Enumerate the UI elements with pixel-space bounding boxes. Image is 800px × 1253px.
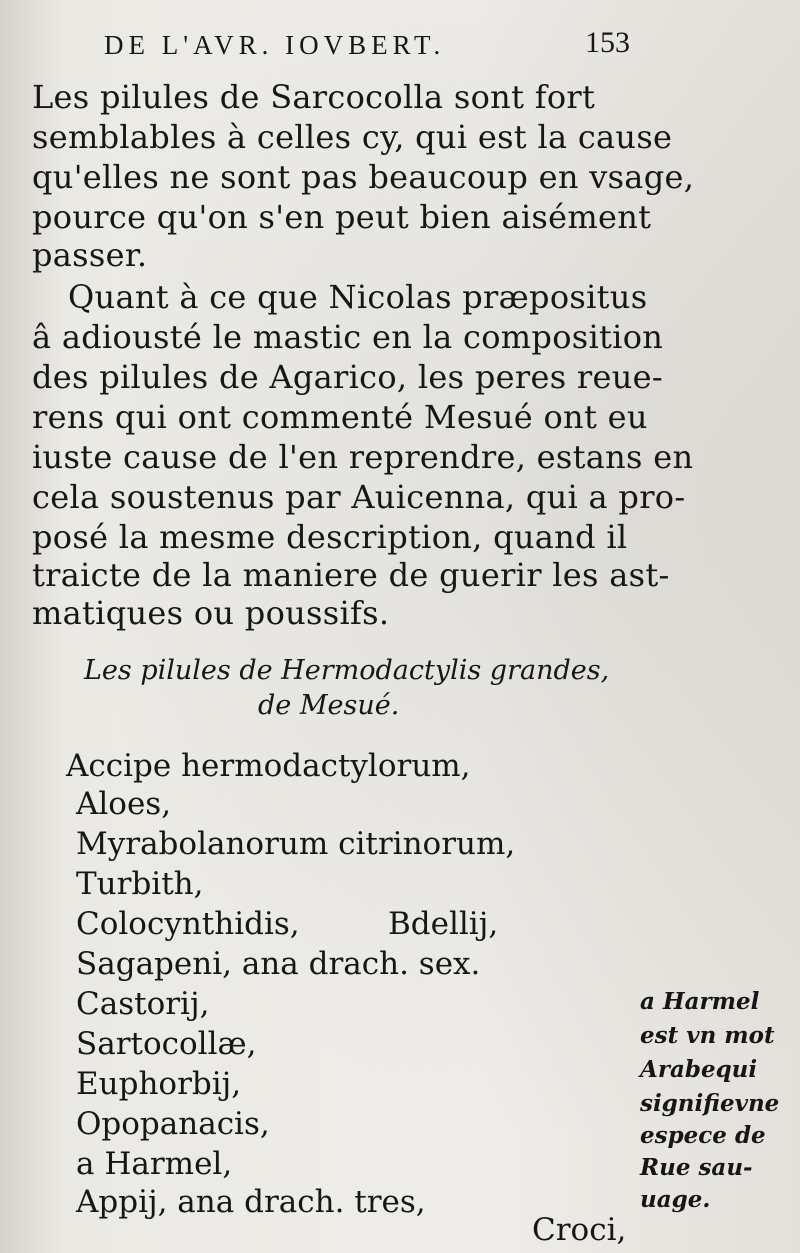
body-line: â adiousté le mastic en la composition <box>32 318 664 356</box>
body-line: matiques ou poussifs. <box>32 594 390 632</box>
body-line: passer. <box>32 236 148 274</box>
recipe-line: a Harmel, <box>76 1146 233 1182</box>
recipe-caption: Les pilules de Hermodactylis grandes, <box>84 655 610 686</box>
recipe-line: Aloes, <box>76 786 172 822</box>
body-line: Quant à ce que Nicolas præpositus <box>68 278 648 316</box>
body-line: des pilules de Agarico, les peres reue- <box>32 358 663 396</box>
recipe-line: Euphorbij, <box>76 1066 242 1102</box>
recipe-caption-source: de Mesué. <box>258 690 400 721</box>
body-line: qu'elles ne sont pas beaucoup en vsage, <box>32 158 695 196</box>
recipe-line: Castorij, <box>76 986 210 1022</box>
body-line: posé la mesme description, quand il <box>32 518 628 556</box>
margin-note-line: Rue sau- <box>640 1154 753 1181</box>
recipe-line: Turbith, <box>76 866 204 902</box>
margin-note-line: Arabequi <box>640 1056 758 1083</box>
recipe-line: Appij, ana drach. tres, <box>76 1184 426 1220</box>
body-line: rens qui ont commenté Mesué ont eu <box>32 398 648 436</box>
margin-note-line: a Harmel <box>640 988 760 1015</box>
margin-note-line: espece de <box>640 1122 766 1149</box>
catchword: Croci, <box>532 1212 627 1248</box>
body-line: cela soustenus par Auicenna, qui a pro- <box>32 478 686 516</box>
recipe-line: Myrabolanorum citrinorum, <box>76 826 516 862</box>
recipe-line: Colocynthidis, <box>76 906 300 942</box>
body-line: Les pilules de Sarcocolla sont fort <box>32 78 596 116</box>
recipe-line: Accipe hermodactylorum, <box>66 748 471 784</box>
body-line: traicte de la maniere de guerir les ast- <box>32 556 670 594</box>
recipe-line: Sagapeni, ana drach. sex. <box>76 946 481 982</box>
recipe-line: Sartocollæ, <box>76 1026 257 1062</box>
page-number: 153 <box>585 26 630 59</box>
body-line: iuste cause de l'en reprendre, estans en <box>32 438 694 476</box>
running-header: DE L'AVR. IOVBERT. <box>104 30 446 60</box>
margin-note-line: uage. <box>640 1186 711 1213</box>
recipe-line-bdellij: Bdellij, <box>388 906 499 942</box>
margin-note-line: signifievne <box>640 1090 780 1117</box>
margin-note-line: est vn mot <box>640 1022 775 1049</box>
recipe-line: Opopanacis, <box>76 1106 270 1142</box>
body-line: pource qu'on s'en peut bien aisément <box>32 198 652 236</box>
body-line: semblables à celles cy, qui est la cause <box>32 118 673 156</box>
